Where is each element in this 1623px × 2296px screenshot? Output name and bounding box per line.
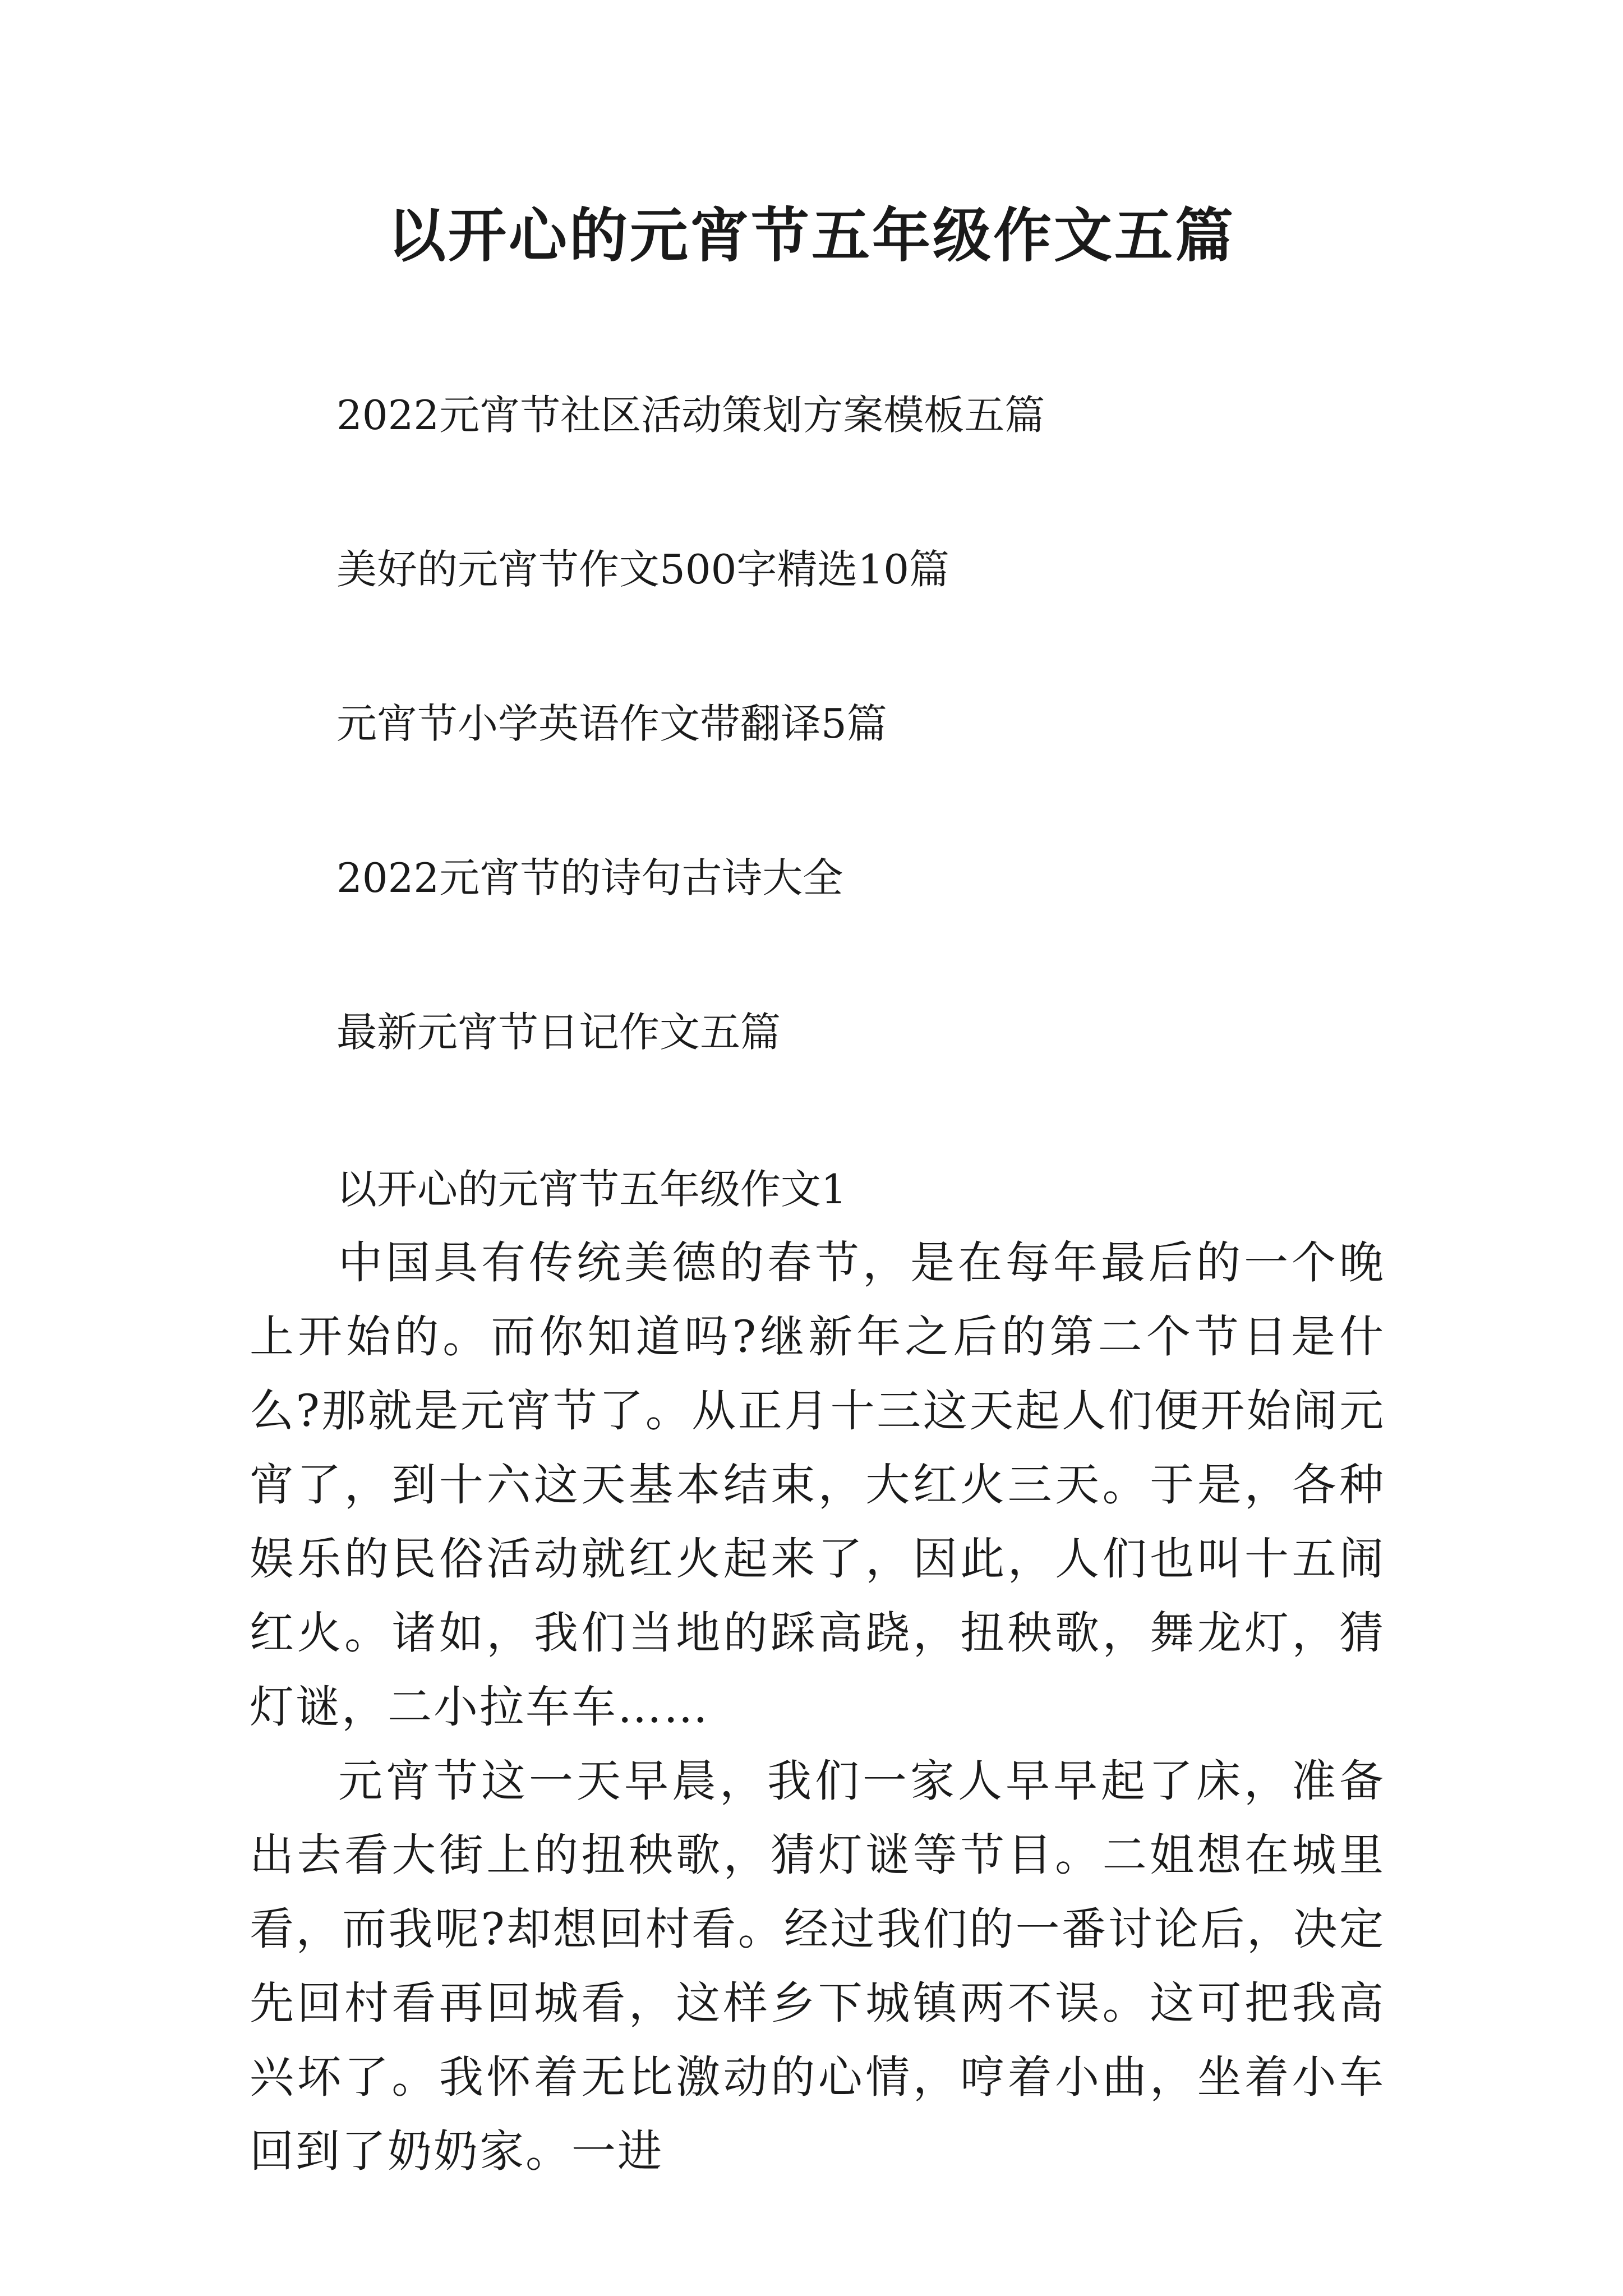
essay-heading: 以开心的元宵节五年级作文1 [336,1166,847,1213]
related-articles-list [336,381,1045,1153]
essay-paragraph: 中国具有传统美德的春节，是在每年最后的一个晚上开始的。而你知道吗?继新年之后的第二个节日是什么?那就是元宵节了。从正月十三这天起人们便开始闹元宵了，到十六这天基本结束，大红火三天。于是，各种娱乐的民俗活动就红火起来了，因此，人们也叫十五闹红火。诸如，我们当地的踩高跷，扭秧歌，舞龙灯，猜灯谜，二小拉车车…… [250,1237,1385,1733]
related-article-link[interactable]: 元宵节小学英语作文带翻译5篇 [336,700,887,747]
related-article-link[interactable]: 2022元宵节的诗句古诗大全 [336,854,843,901]
related-article-link[interactable]: 最新元宵节日记作文五篇 [336,1009,781,1056]
document-title: 以开心的元宵节五年级作文五篇 [387,201,1235,270]
essay-paragraph: 元宵节这一天早晨，我们一家人早早起了床，准备出去看大街上的扭秧歌，猜灯谜等节目。二姐想在城里看，而我呢?却想回村看。经过我们的一番讨论后，决定先回村看再回城看，这样乡下城镇两不误。这可把我高兴坏了。我怀着无比激动的心情，哼着小曲，坐着小车回到了奶奶家。一进 [250,1755,1385,2177]
related-article-link[interactable]: 美好的元宵节作文500字精选10篇 [336,546,950,593]
related-article-link[interactable]: 2022元宵节社区活动策划方案模板五篇 [336,392,1045,439]
essay-body [250,1226,1385,2188]
